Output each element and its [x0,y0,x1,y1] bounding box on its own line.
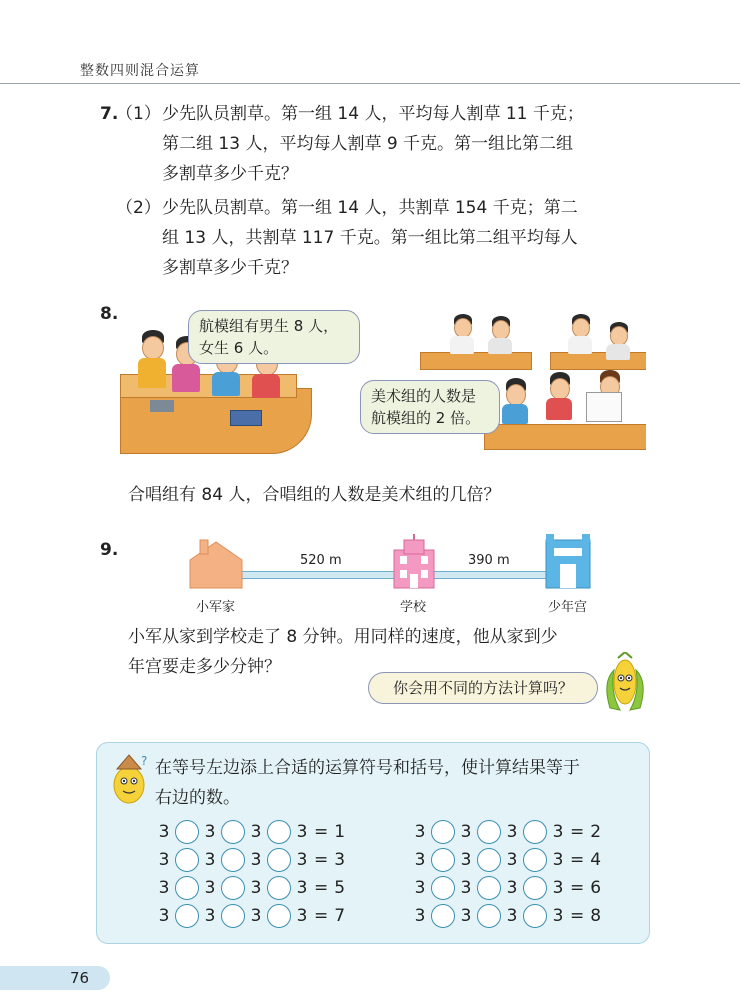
art-club-bubble-line2: 航模组的 2 倍。 [371,409,481,427]
operator-slot[interactable] [431,820,455,844]
operator-slot[interactable] [221,820,245,844]
problem-7-part1-line3: 多割草多少千克？ [162,164,298,184]
equation-left-3: 3 3 3 3 = 5 [158,878,346,898]
equation-result: 5 [334,878,346,898]
operator-slot[interactable] [267,904,291,928]
distance-home-to-school: 520 m [300,553,342,568]
equation-result: 4 [590,850,602,870]
operator-slot[interactable] [267,820,291,844]
problem-7-part2-line1: 少先队员割草。第一组 14 人，共割草 154 千克；第二 [162,198,578,218]
operator-slot[interactable] [175,848,199,872]
operator-slot[interactable] [477,876,501,900]
corn-mascot-icon [600,652,650,716]
operator-slot[interactable] [477,848,501,872]
puzzle-instruction-line2: 右边的数。 [155,788,240,808]
operator-slot[interactable] [267,848,291,872]
operator-slot[interactable] [221,904,245,928]
art-club-bubble-line1: 美术组的人数是 [371,387,477,405]
equation-result: 6 [590,878,602,898]
art-club-speech-bubble [360,380,500,434]
operator-slot[interactable] [523,820,547,844]
problem-7-part1-label: （1） [116,104,161,124]
problem-7-part2-line2: 组 13 人，共割草 117 千克。第一组比第二组平均每人 [162,228,578,248]
problem-7-part1-line1: 少先队员割草。第一组 14 人，平均每人割草 11 千克； [162,104,584,124]
operator-slot[interactable] [221,876,245,900]
hint-speech-bubble: 你会用不同的方法计算吗？ [368,672,598,704]
operator-slot[interactable] [221,848,245,872]
equation-result: 3 [334,850,346,870]
operator-slot[interactable] [431,848,455,872]
operator-slot[interactable] [431,876,455,900]
running-header: 整数四则混合运算 [80,63,200,79]
pencil-mascot-icon [107,753,151,809]
school-icon [392,534,436,590]
equation-right-4: 3 3 3 3 = 8 [414,906,602,926]
equation-result: 1 [334,822,346,842]
equation-left-2: 3 3 3 3 = 3 [158,850,346,870]
model-club-speech-bubble [188,310,360,364]
operator-slot[interactable] [477,904,501,928]
svg-text:?: ? [141,754,148,768]
problem-9-question-line2: 年宫要走多少分钟？ [128,657,281,677]
problem-7-part2-line3: 多割草多少千克？ [162,258,298,278]
operator-slot[interactable] [267,876,291,900]
operator-slot[interactable] [523,876,547,900]
equation-result: 2 [590,822,602,842]
model-club-bubble-line1: 航模组有男生 8 人， [199,317,339,335]
equation-result: 7 [334,906,346,926]
operator-slot[interactable] [175,876,199,900]
problem-8-number: 8. [100,304,119,324]
problem-9-number: 9. [100,540,119,560]
equation-result: 8 [590,906,602,926]
operator-slot[interactable] [523,848,547,872]
model-club-bubble-line2: 女生 6 人。 [199,339,279,357]
equation-right-2: 3 3 3 3 = 4 [414,850,602,870]
page-number: 76 [70,969,90,987]
problem-7-part2-label: （2） [116,198,161,218]
place-label-youth-palace: 少年宫 [548,600,588,615]
problem-8-question: 合唱组有 84 人，合唱组的人数是美术组的几倍？ [128,485,501,505]
operator-slot[interactable] [175,904,199,928]
operator-slot[interactable] [431,904,455,928]
house-icon [186,538,246,590]
equation-left-4: 3 3 3 3 = 7 [158,906,346,926]
operator-slot[interactable] [523,904,547,928]
place-label-home: 小军家 [196,600,236,615]
distance-school-to-palace: 390 m [468,553,510,568]
header-divider [0,83,740,84]
equation-left-1: 3 3 3 3 = 1 [158,822,346,842]
page-number-tab [0,966,110,990]
equation-right-3: 3 3 3 3 = 6 [414,878,602,898]
operator-slot[interactable] [477,820,501,844]
place-label-school: 学校 [400,600,427,615]
operator-slot[interactable] [175,820,199,844]
problem-7-number: 7. [100,104,119,124]
problem-7-part1-line2: 第二组 13 人，平均每人割草 9 千克。第一组比第二组 [162,134,574,154]
youth-palace-icon [544,534,592,590]
problem-9-question-line1: 小军从家到学校走了 8 分钟。用同样的速度，他从家到少 [128,627,558,647]
puzzle-instruction-line1: 在等号左边添上合适的运算符号和括号，使计算结果等于 [155,758,580,778]
equation-right-1: 3 3 3 3 = 2 [414,822,602,842]
